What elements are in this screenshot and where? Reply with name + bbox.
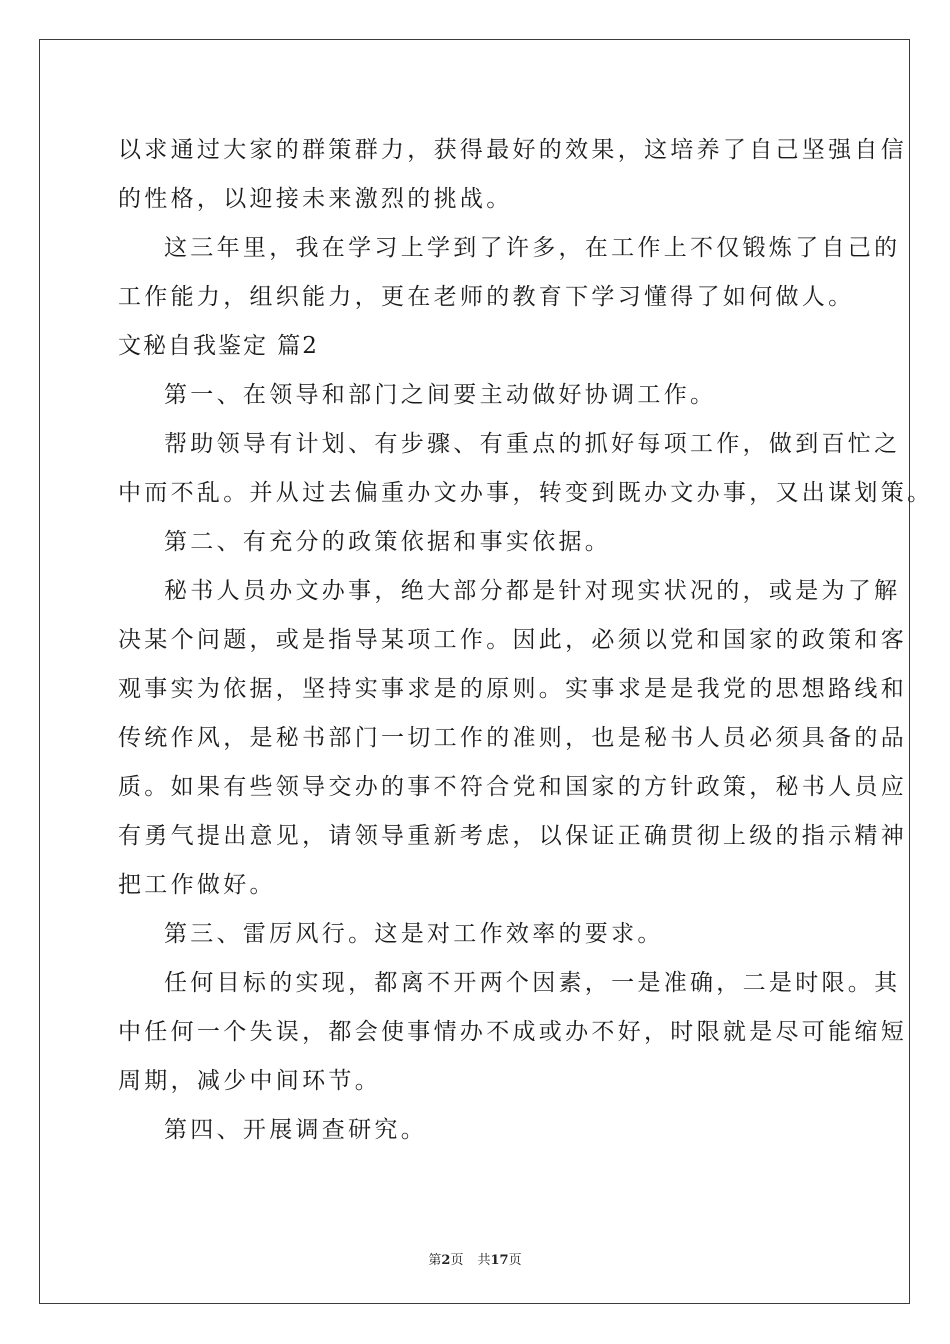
page-suffix: 页 [450,1253,464,1268]
text-line: 工作能力，组织能力，更在老师的教育下学习懂得了如何做人。 [118,284,855,310]
text-line: 第三、雷厉风行。这是对工作效率的要求。 [164,921,664,947]
text-line: 的性格，以迎接未来激烈的挑战。 [118,186,513,212]
text-line: 第四、开展调查研究。 [164,1117,427,1143]
text-line: 以求通过大家的群策群力，获得最好的效果，这培养了自己坚强自信 [118,137,907,163]
page-number: 2 [441,1253,451,1268]
total-suffix: 页 [508,1253,522,1268]
text-line: 任何目标的实现，都离不开两个因素，一是准确，二是时限。其 [164,970,901,996]
text-line: 第二、有充分的政策依据和事实依据。 [164,529,612,555]
text-line: 帮助领导有计划、有步骤、有重点的抓好每项工作，做到百忙之 [164,431,901,457]
text-line: 传统作风，是秘书部门一切工作的准则，也是秘书人员必须具备的品 [118,725,907,751]
page-prefix: 第 [428,1253,442,1268]
text-line: 把工作做好。 [118,872,276,898]
text-line: 中而不乱。并从过去偏重办文办事，转变到既办文办事，又出谋划策。 [118,480,934,506]
total-pages: 17 [490,1253,509,1268]
text-line: 观事实为依据，坚持实事求是的原则。实事求是是我党的思想路线和 [118,676,907,702]
section-heading: 文秘自我鉴定 篇2 [118,333,319,359]
total-prefix: 共 [477,1253,491,1268]
text-line: 决某个问题，或是指导某项工作。因此，必须以党和国家的政策和客 [118,627,907,653]
text-line: 秘书人员办文办事，绝大部分都是针对现实状况的，或是为了解 [164,578,901,604]
document-body [118,126,934,1155]
text-line: 第一、在领导和部门之间要主动做好协调工作。 [164,382,717,408]
text-line: 有勇气提出意见，请领导重新考虑，以保证正确贯彻上级的指示精神 [118,823,907,849]
text-line: 周期，减少中间环节。 [118,1068,381,1094]
text-line: 这三年里，我在学习上学到了许多，在工作上不仅锻炼了自己的 [164,235,901,261]
text-line: 中任何一个失误，都会使事情办不成或办不好，时限就是尽可能缩短 [118,1019,907,1045]
text-line: 质。如果有些领导交办的事不符合党和国家的方针政策，秘书人员应 [118,774,907,800]
page-footer [0,1249,950,1268]
